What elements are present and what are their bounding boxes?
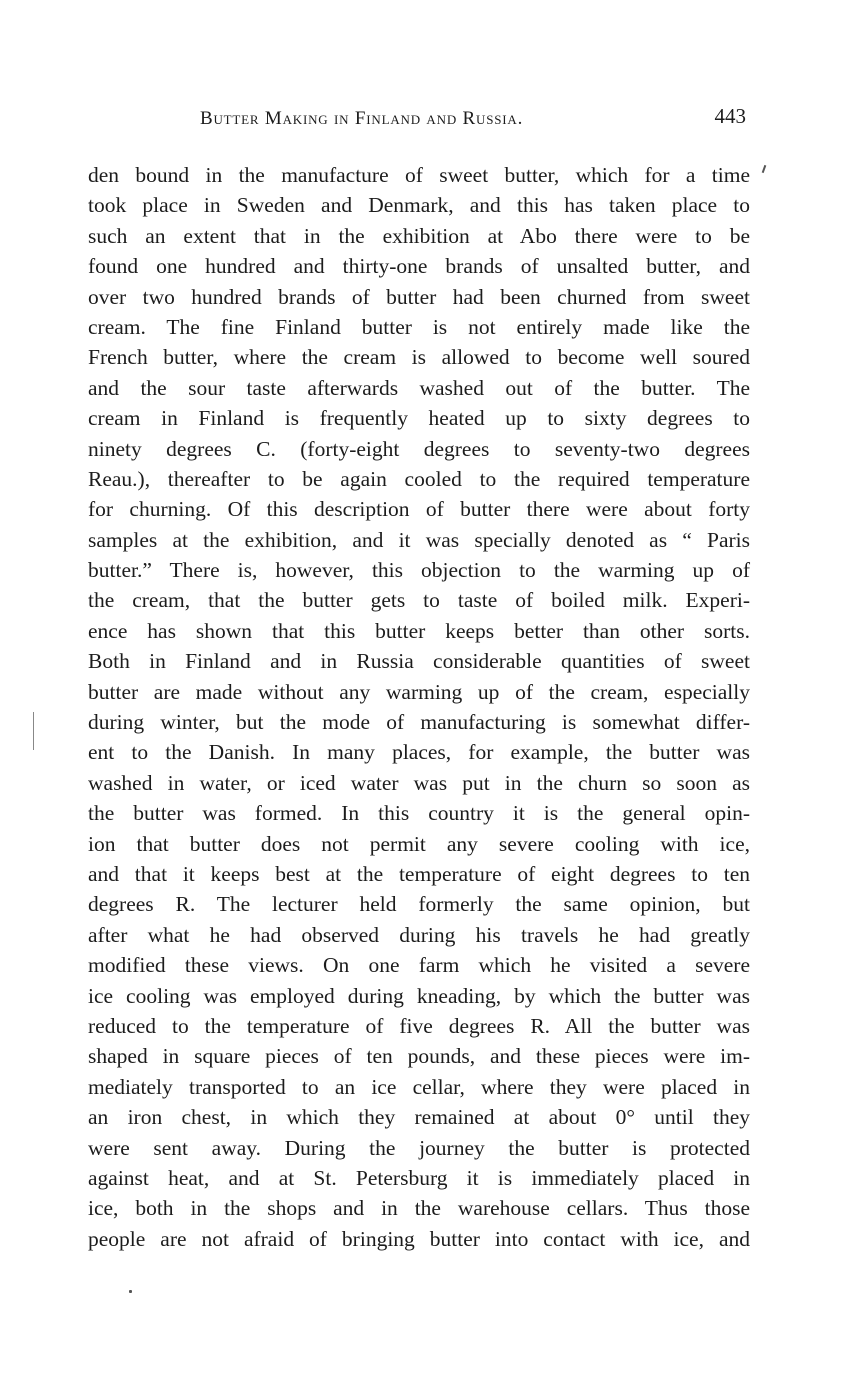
- text-line: ent to the Danish. In many places, for example, the butter was: [88, 740, 750, 765]
- text-line: were sent away. During the journey the butter is protected: [88, 1135, 750, 1160]
- text-line: for churning. Of this description of butter there were about forty: [88, 497, 750, 522]
- text-line: and that it keeps best at the temperature of eight degrees to ten: [88, 861, 750, 886]
- text-line: mediately transported to an ice cellar, where they were placed in: [88, 1074, 750, 1099]
- text-line: samples at the exhibition, and it was specially denoted as “ Paris: [88, 527, 750, 552]
- text-line: during winter, but the mode of manufacturing is somewhat differ-: [88, 710, 750, 735]
- body-text: [88, 160, 750, 1254]
- page-header: [88, 104, 750, 134]
- text-line: against heat, and at St. Petersburg it is immediately placed in: [88, 1165, 750, 1190]
- text-line: over two hundred brands of butter had been churned from sweet: [88, 284, 750, 309]
- page-number: 443: [714, 104, 746, 128]
- text-line: and the sour taste afterwards washed out of the butter. The: [88, 375, 750, 400]
- running-head: Butter Making in Finland and Russia.: [200, 108, 524, 129]
- text-line: ence has shown that this butter keeps better than other sorts.: [88, 618, 750, 643]
- ink-speck: [129, 1290, 132, 1293]
- text-line: such an extent that in the exhibition at Abo there were to be: [88, 223, 750, 248]
- margin-line-mark: [33, 712, 34, 750]
- text-line: ninety degrees C. (forty-eight degrees to seventy-two degrees: [88, 436, 750, 461]
- text-line: Reau.), thereafter to be again cooled to the required temperature: [88, 466, 750, 491]
- text-line: modified these views. On one farm which he visited a severe: [88, 953, 750, 978]
- text-line: an iron chest, in which they remained at about 0° until they: [88, 1105, 750, 1130]
- text-line: the cream, that the butter gets to taste of boiled milk. Experi-: [88, 588, 750, 613]
- text-line: took place in Sweden and Denmark, and this has taken place to: [88, 193, 750, 218]
- text-line: Both in Finland and in Russia considerable quantities of sweet: [88, 649, 750, 674]
- text-line: reduced to the temperature of five degrees R. All the butter was: [88, 1013, 750, 1038]
- text-line: degrees R. The lecturer held formerly the same opinion, but: [88, 892, 750, 917]
- text-line: French butter, where the cream is allowed to become well soured: [88, 345, 750, 370]
- text-line: cream in Finland is frequently heated up to sixty degrees to: [88, 406, 750, 431]
- text-line: butter.” There is, however, this objection to the warming up of: [88, 558, 750, 583]
- text-line: ice cooling was employed during kneading, by which the butter was: [88, 983, 750, 1008]
- ink-speck: [762, 165, 767, 173]
- text-line: den bound in the manufacture of sweet butter, which for a time: [88, 163, 750, 187]
- text-line: found one hundred and thirty-one brands of unsalted butter, and: [88, 254, 750, 279]
- text-line: washed in water, or iced water was put in the churn so soon as: [88, 770, 750, 795]
- text-line: after what he had observed during his travels he had greatly: [88, 922, 750, 947]
- text-line: shaped in square pieces of ten pounds, and these pieces were im-: [88, 1044, 750, 1069]
- text-line: ion that butter does not permit any severe cooling with ice,: [88, 831, 750, 856]
- text-line: ice, both in the shops and in the warehouse cellars. Thus those: [88, 1196, 750, 1221]
- text-line: people are not afraid of bringing butter into contact with ice, and: [88, 1226, 750, 1251]
- text-line: cream. The fine Finland butter is not entirely made like the: [88, 314, 750, 339]
- text-line: butter are made without any warming up of the cream, especially: [88, 679, 750, 704]
- text-line: the butter was formed. In this country it is the general opin-: [88, 801, 750, 826]
